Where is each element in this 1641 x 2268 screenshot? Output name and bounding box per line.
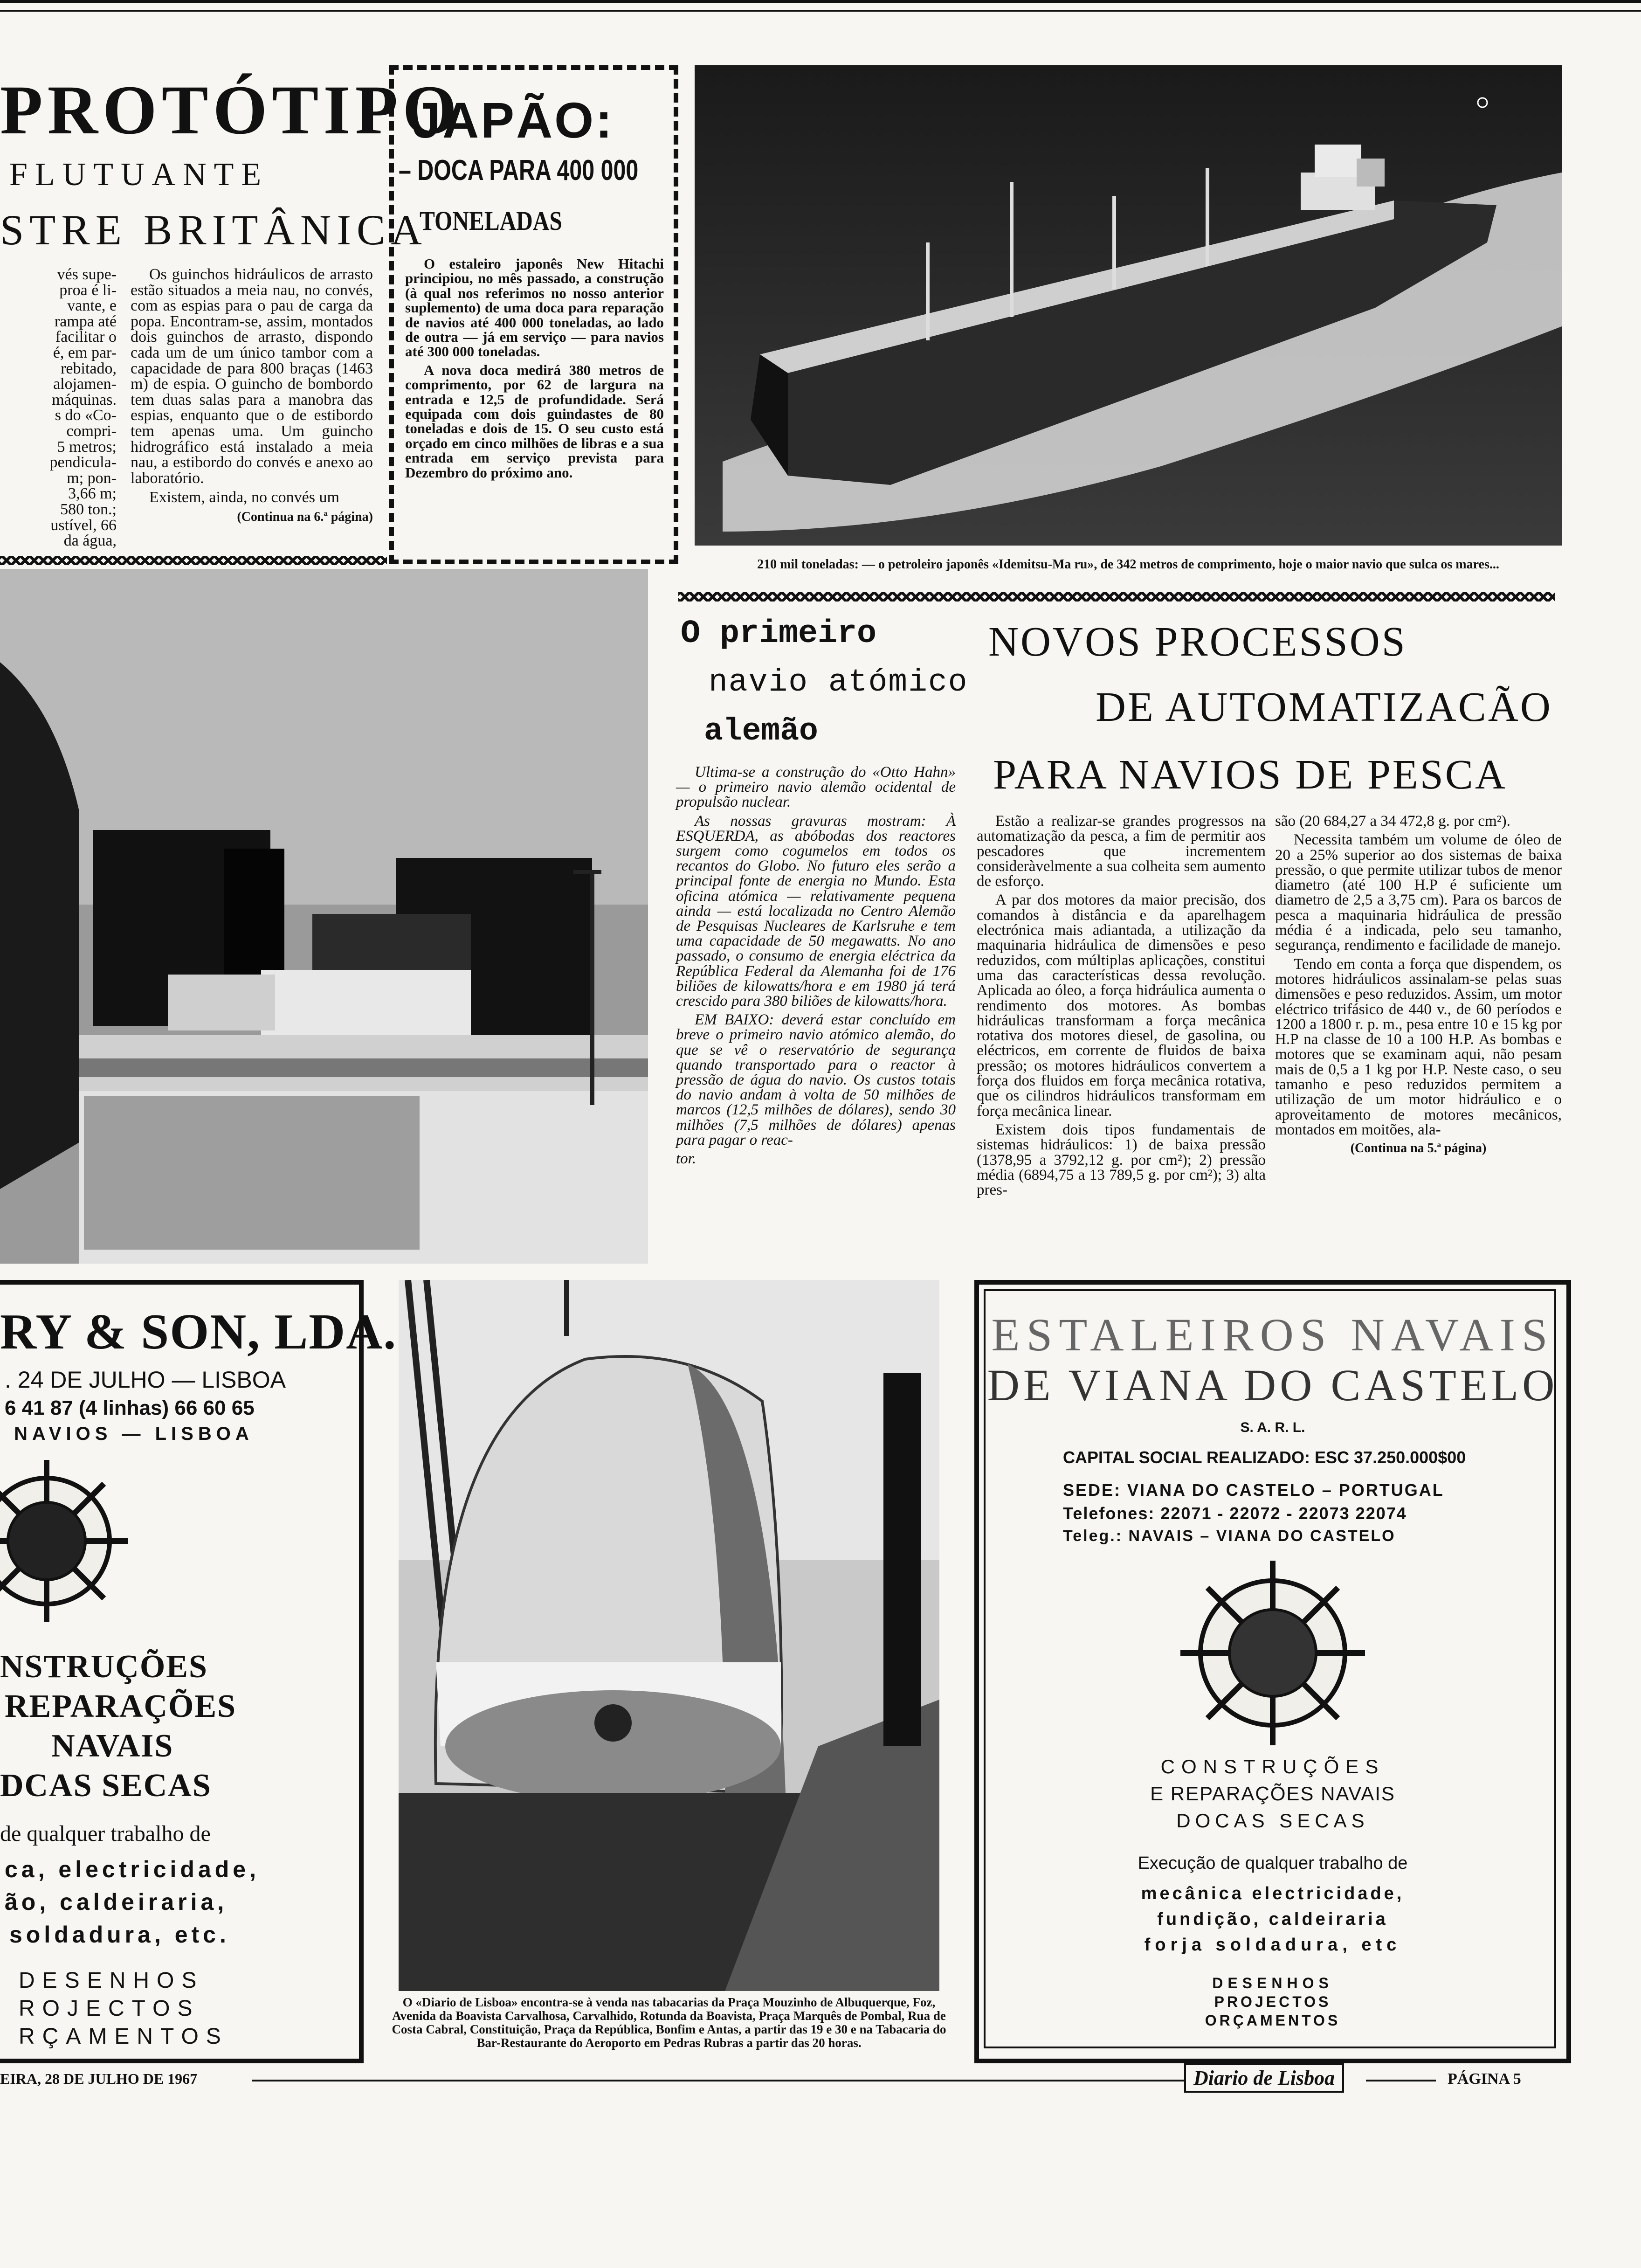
ad-left-service-4: DCAS SECAS: [0, 1768, 212, 1804]
ad-left-design-2: ROJECTOS: [19, 1996, 200, 2021]
footer-date: EIRA, 28 DE JULHO DE 1967: [0, 2070, 198, 2087]
text-line: s do «Co-: [55, 407, 117, 424]
text-line: alojamen-: [53, 375, 117, 393]
text-line: rebitado,: [61, 360, 117, 377]
paragraph: Existem, ainda, no convés um: [149, 489, 339, 506]
ad-right-title-2: DE VIANA DO CASTELO: [987, 1360, 1558, 1410]
reactor-photo: [0, 569, 648, 1264]
ship-wheel-logo: [0, 1476, 112, 1606]
shipyard-ad-right: [974, 1280, 1571, 2063]
ad-left-design-3: RÇAMENTOS: [19, 2024, 228, 2049]
ad-right-work-1: Execução de qualquer trabalho de: [1138, 1853, 1408, 1873]
ad-right-work-2: mecânica electricidade,: [1141, 1884, 1405, 1903]
zigzag-divider: [678, 592, 1555, 602]
prototipo-title: PROTÓTIPO: [0, 71, 462, 149]
ad-left-work-2: ca, electricidade,: [5, 1856, 260, 1882]
tanker-caption: 210 mil toneladas: — o petroleiro japonês «Idemitsu-Ma ru», de 342 metros de comprimento, hoje o maior navio que sulca os mares...: [757, 557, 1499, 572]
ad-left-title: RY & SON, LDA.: [0, 1304, 397, 1360]
paragraph: Necessita também um volume de óleo de 20 a 25% superior ao dos sistemas de baixa pressão, o que permite utilizar tubos de menor diametro (até 100 H.P é suficiente um diametro de 2,5 a 3,75 cm). Para os barcos de pesca a maquinaria hidráulica de pressão média é a indicada, pelo seu tamanho, segurança, rendimento e facilidade de manejo.: [1275, 831, 1562, 954]
japao-body: [405, 256, 664, 484]
prototipo-subtitle-2: STRE BRITÂNICA: [0, 206, 427, 254]
reactor-vessel-photo: [399, 1280, 939, 1991]
photo-caption: O «Diario de Lisboa» encontra-se à venda nas tabacarias da Praça Mouzinho de Albuquerque, Foz, Avenida da Boavista Carvalhosa, Carvalhido, Rotunda da Boavista, Praça Marquês de Pombal, Rua de Costa Cabral, Constituição, Praça da República, Bonfim e Antas, a partir das 19 e 30 e na Tabacaria do Bar-Restaurante do Aeroporto em Pedras Rubras a partir das 20 horas.: [392, 1995, 946, 2050]
ad-left-work-4: soldadura, etc.: [9, 1922, 230, 1948]
ad-right-design-1: DESENHOS: [1212, 1975, 1333, 1991]
ad-left-service-2: REPARAÇÕES: [5, 1688, 237, 1724]
novos-col-2: [1275, 814, 1562, 1160]
tanker-photo: [695, 65, 1562, 546]
paragraph: são (20 684,27 a 34 472,8 g. por cm²).: [1275, 813, 1510, 830]
japao-box: [389, 65, 678, 564]
ad-right-title-1: ESTALEIROS NAVAIS: [991, 1309, 1554, 1361]
text-line: proa é li-: [59, 281, 117, 299]
ad-left-design-1: DESENHOS: [19, 1968, 204, 1993]
tanker-illustration: [695, 65, 1562, 546]
ad-right-design-3: ORÇAMENTOS: [1205, 2012, 1341, 2029]
ad-right-service-3: DOCAS SECAS: [1176, 1810, 1369, 1832]
paragraph: Ultima-se a construção do «Otto Hahn» — o primeiro navio alemão ocidental de propulsão nuclear.: [676, 764, 956, 811]
ad-right-phones: Telefones: 22071 - 22072 - 22073 22074: [1063, 1504, 1407, 1523]
novos-col-1: [977, 814, 1266, 1201]
paragraph: A par dos motores da maior precisão, dos comandos à distância e da aparelhagem electrónica mais adiantada, a utilização da maquinaria hidráulica de dimensões e peso reduzidos, com múltiplas aplicações, constitui uma das características dessa revolução. Aplicada ao óleo, a força hidráulica aumenta o rendimento dos motores. As bombas hidráulicas transformam a força mecânica rotativa dos motores diesel, de gasolina, ou eléctricos, em corrente de fluidos de baixa pressão; os motores hidráulicos convertem a força dos fluidos em força mecânica rotativa, que os cilindros hidráulicos transformam em força mecânica linear.: [977, 892, 1266, 1120]
atomico-title-3: alemão: [704, 713, 818, 749]
text-line: é, em par-: [53, 344, 117, 361]
ad-right-work-4: forja soldadura, etc: [1144, 1935, 1401, 1955]
text-line: facilitar o: [55, 328, 117, 346]
text-line: 5 metros;: [57, 438, 117, 456]
text-line: ustível, 66: [50, 516, 117, 534]
ad-right-hq: SEDE: VIANA DO CASTELO – PORTUGAL: [1063, 1480, 1444, 1500]
atomico-body: [676, 765, 956, 1170]
zigzag-divider: [0, 556, 387, 565]
footer-rule: [1366, 2080, 1436, 2081]
paragraph: tor.: [676, 1150, 696, 1168]
ad-right-telegram: Teleg.: NAVAIS – VIANA DO CASTELO: [1063, 1527, 1396, 1545]
continuation[interactable]: (Continua na 5.ª página): [1350, 1141, 1487, 1156]
ad-left-service-1: NSTRUÇÕES: [0, 1649, 208, 1685]
masthead-logo[interactable]: Diario de Lisboa: [1184, 2063, 1344, 2093]
ad-left-work-3: ão, caldeiraria,: [5, 1889, 228, 1915]
text-line: m; pon-: [67, 469, 117, 487]
continuation[interactable]: (Continua na 6.ª página): [237, 509, 373, 524]
ad-left-phones: 6 41 87 (4 linhas) 66 60 65: [5, 1397, 255, 1419]
text-line: rampa até: [54, 312, 117, 330]
ship-wheel-logo: [1198, 1578, 1347, 1728]
prototipo-col-a: [0, 267, 117, 549]
text-line: máquinas.: [52, 391, 117, 408]
paragraph: Existem dois tipos fundamentais de sistemas hidráulicos: 1) de baixa pressão (1378,95 a 3792,12 g. por cm²); 2) pressão média (6894,75 a 13 789,5 g. por cm²); 3) alta pres-: [977, 1121, 1266, 1199]
ad-left-service-3: NAVAIS: [51, 1728, 174, 1764]
text-line: da água,: [63, 532, 117, 550]
prototipo-subtitle-1: FLUTUANTE: [9, 157, 269, 193]
shipyard-ad-left: [0, 1280, 397, 2063]
japao-title: JAPÃO:: [413, 92, 614, 148]
text-line: pendicula-: [49, 454, 117, 471]
ad-right-service-2: E REPARAÇÕES NAVAIS: [1150, 1783, 1395, 1805]
logo-center: [7, 1501, 87, 1581]
text-line: vés supe-: [57, 266, 117, 283]
atomico-title-2: navio atómico: [709, 664, 968, 700]
top-rule-2: [0, 10, 1641, 12]
japao-subtitle-2: TONELADAS: [420, 206, 562, 236]
ad-left-telegram: NAVIOS — LISBOA: [14, 1424, 254, 1444]
ad-right-design-2: PROJECTOS: [1214, 1993, 1331, 2010]
ad-left-work-1: de qualquer trabalho de: [0, 1821, 211, 1846]
novos-title-3: PARA NAVIOS DE PESCA: [993, 752, 1507, 798]
logo-center: [1228, 1608, 1317, 1698]
paragraph: A nova doca medirá 380 metros de comprimento, por 62 de largura na entrada e 12,5 de profundidade. Será equipada com dois guindastes de 80 toneladas e dois de 15. O seu custo está orçado em cinco milhões de libras e a sua entrada em serviço prevista para Dezembro do próximo ano.: [405, 361, 664, 481]
paragraph: As nossas gravuras mostram: À ESQUERDA, as abóbodas dos reactores surgem como cogumelos em todos os recantos do Globo. No futuro eles serão a principal fonte de energia no Mundo. Esta oficina atómica — relativamente pequena ainda — está localizada no Centro Alemão de Pesquisas Nucleares de Karlsruhe e tem uma capacidade de 50 megawatts. No ano passado, o consumo de energia eléctrica da República Federal da Alemanha foi de 176 biliões de kilowatts/hora e em 1980 já terá crescido para 380 biliões de kilowatts/hora.: [676, 812, 956, 1010]
text-line: 580 ton.;: [60, 500, 117, 518]
paragraph: Tendo em conta a força que dispendem, os motores hidráulicos assinalam-se pelas suas dimensões e peso reduzidos. Assim, um motor eléctrico trifásico de 440 v., de 60 períodos e 1200 a 1800 r. p. m., pesa entre 10 e 15 kg por H.P na classe de 10 a 100 H.P. As bombas e motores que se examinam aqui, não pesam mais de 0,5 a 1 kg por H.P. Neste caso, o seu tamanho e peso reduzidos permitem a utilização de um motor hidráulico e o aproveitamento de motores mecânicos, montados em moitões, ala-: [1275, 955, 1562, 1138]
vessel-illustration: [399, 1280, 939, 1991]
prototipo-col-b: [131, 267, 373, 529]
footer-rule: [252, 2080, 1184, 2081]
novos-title-2: DE AUTOMATIZACÃO: [1096, 684, 1552, 730]
reactor-illustration: [0, 569, 648, 1264]
page-number: PÁGINA 5: [1448, 2070, 1521, 2088]
text-line: vante, e: [67, 297, 117, 315]
ad-left-address: . 24 DE JULHO — LISBOA: [5, 1367, 286, 1393]
ad-right-sarl: S. A. R. L.: [1240, 1420, 1305, 1435]
paragraph: Os guinchos hidráulicos de arrasto estão situados a meia nau, no convés, com as espias para o pau de carga da popa. Encontram-se, assim, montados dois guinchos de arrasto, dispondo cada um de um único tambor com a capacidade de para 800 braças (1463 m) de espia. O guincho de bombordo tem duas salas para a manobra das espias, enquanto que o de estibordo tem apenas uma. Um guincho hidrográfico está instalado a meia nau, a estibordo do convés e anexo ao laboratório.: [131, 266, 373, 487]
paragraph: EM BAIXO: deverá estar concluído em breve o primeiro navio atómico alemão, do que se vê o reservatório de segurança quando transportado para o reactor à pressão de água do navio. Os custos totais do navio andam à volta de 50 milhões de marcos (12,5 milhões de dólares), sendo 30 milhões (7,5 milhões de dólares) apenas para pagar o reac-: [676, 1011, 956, 1148]
ad-right-service-1: CONSTRUÇÕES: [1160, 1756, 1385, 1777]
atomico-title-1: O primeiro: [681, 615, 877, 652]
japao-subtitle: – DOCA PARA 400 000: [399, 154, 639, 187]
ad-right-capital: CAPITAL SOCIAL REALIZADO: ESC 37.250.000$00: [1063, 1448, 1466, 1467]
ad-right-work-3: fundição, caldeiraria: [1157, 1909, 1388, 1929]
novos-title-1: NOVOS PROCESSOS: [988, 619, 1407, 665]
paragraph: Estão a realizar-se grandes progressos na automatização da pesca, a fim de permitir aos pescadores que incrementem consideràvelmente a sua colheita sem aumento de esforço.: [977, 813, 1266, 890]
text-line: 3,66 m;: [68, 485, 117, 503]
text-line: compri-: [66, 422, 117, 440]
paragraph: O estaleiro japonês New Hitachi principiou, no mês passado, a construção (à qual nos referimos no nosso anterior suplemento) de uma doca para reparação de navios até 400 000 toneladas, ao lado de outra — já em serviço — para navios até 300 000 toneladas.: [405, 256, 664, 360]
top-rule: [0, 0, 1641, 3]
